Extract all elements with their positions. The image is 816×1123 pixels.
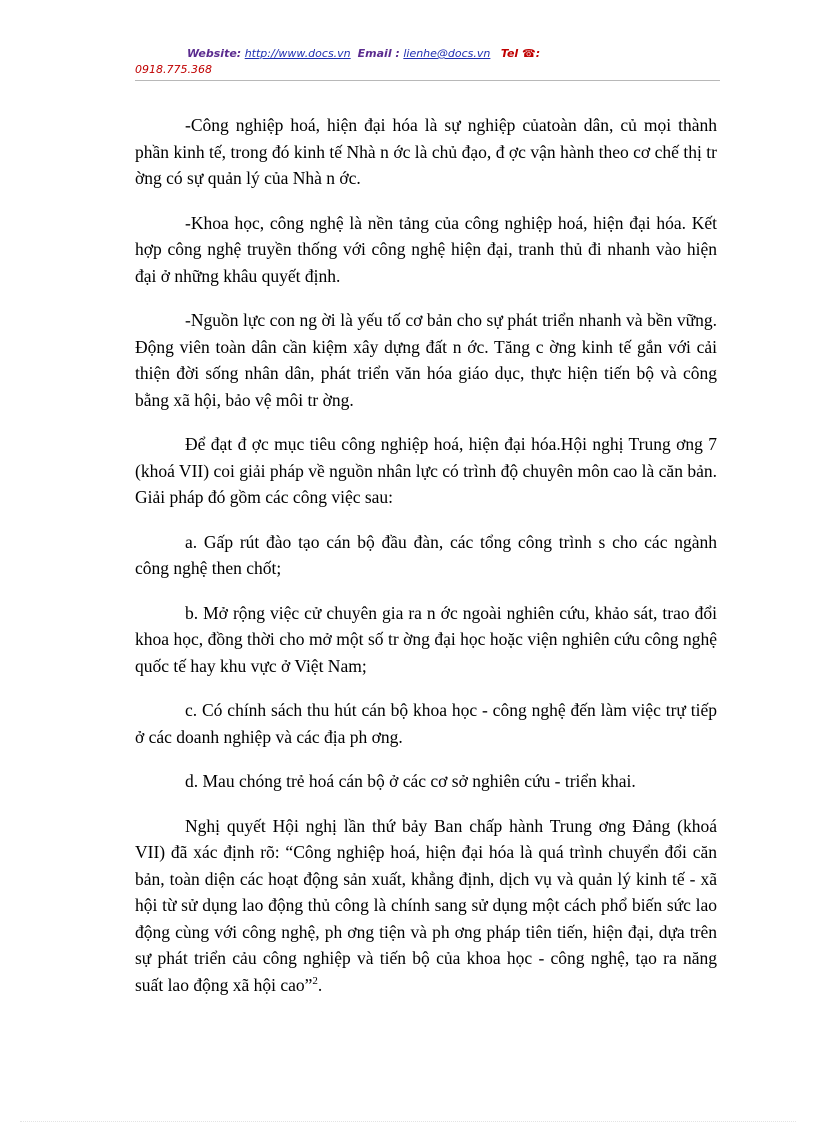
- paragraph: -Công nghiệp hoá, hiện đại hóa là sự nghiệp củatoàn dân, củ mọi thành phần kinh tế, trong đó kinh tế Nhà n ớc là chủ đạo, đ ợc vận hành theo cơ chế thị tr ờng có sự quản lý của Nhà n ớc.: [135, 115, 717, 188]
- paragraph: -Khoa học, công nghệ là nền tảng của công nghiệp hoá, hiện đại hóa. Kết hợp công nghệ truyền thống với công nghệ hiện đại, tranh thủ đi nhanh vào hiện đại ở những khâu quyết định.: [135, 212, 717, 286]
- email-link[interactable]: lienhe@docs.vn: [403, 47, 491, 60]
- paragraph: -Nguồn lực con ng ời là yếu tố cơ bản cho sự phát triển nhanh và bền vững. Động viên toàn dân cần kiệm xây dựng đất n ớc. Tăng c ờng kinh tế gắn với cải thiện đời sống nhân dân, phát triển văn hóa giáo dục, thực hiện tiến bộ và công bằng xã hội, bảo vệ môi tr ờng.: [135, 310, 717, 410]
- paragraph: b. Mở rộng việc cử chuyên gia ra n ớc ngoài nghiên cứu, khảo sát, trao đổi khoa học, đồng thời cho mở một số tr ờng đại học hoặc viện nghiên cứu công nghệ quốc tế hay khu vực ở Việt Nam;: [135, 602, 717, 676]
- document-body: [135, 112, 717, 1016]
- paragraph-with-footnote: [135, 813, 717, 999]
- paragraph-text: Nghị quyết Hội nghị lần thứ bảy Ban chấp hành Trung ơng Đảng (khoá VII) đã xác định rõ: “Công nghiệp hoá, hiện đại hóa là quá trình chuyển đổi căn bản, toàn diện các hoạt động sản xuất, khẳng định, dịch vụ và quản lý kinh tế - xã hội từ sử dụng lao động thủ công là chính sang sử dụng một cách phổ biến sức lao động cùng với công nghệ, ph ơng tiện và ph ơng pháp tiên tiến, hiện đại, dựa trên sự phát triển cảu công nghiệp và tiến bộ của khoa học - công nghệ, tạo ra năng suất lao động xã hội cao”: [135, 815, 717, 995]
- footer-divider: [20, 1121, 796, 1122]
- phone-number: 0918.775.368: [135, 63, 212, 76]
- end-punct: .: [317, 974, 323, 995]
- paragraph: d. Mau chóng trẻ hoá cán bộ ở các cơ sở nghiên cứu - triển khai.: [185, 771, 636, 791]
- website-link[interactable]: http://www.docs.vn: [244, 47, 351, 60]
- page-header: [135, 46, 720, 78]
- email-label: Email :: [357, 47, 400, 60]
- paragraph: Để đạt đ ợc mục tiêu công nghiệp hoá, hiện đại hóa.Hội nghị Trung ơng 7 (khoá VII) coi giải pháp về nguồn nhân lực có trình độ chuyên môn cao là căn bản. Giải pháp đó gồm các công việc sau:: [135, 434, 717, 507]
- paragraph: c. Có chính sách thu hút cán bộ khoa học - công nghệ đến làm việc trự tiếp ở các doanh nghiệp và các địa ph ơng.: [135, 700, 717, 747]
- paragraph: a. Gấp rút đào tạo cán bộ đầu đàn, các tổng công trình s cho các ngành công nghệ then chốt;: [135, 531, 717, 578]
- header-divider: [135, 80, 720, 81]
- header-row: [135, 46, 720, 62]
- tel-label: Tel ☎:: [500, 47, 541, 60]
- website-label: Website:: [187, 47, 242, 60]
- footnote-ref: 2: [312, 974, 318, 987]
